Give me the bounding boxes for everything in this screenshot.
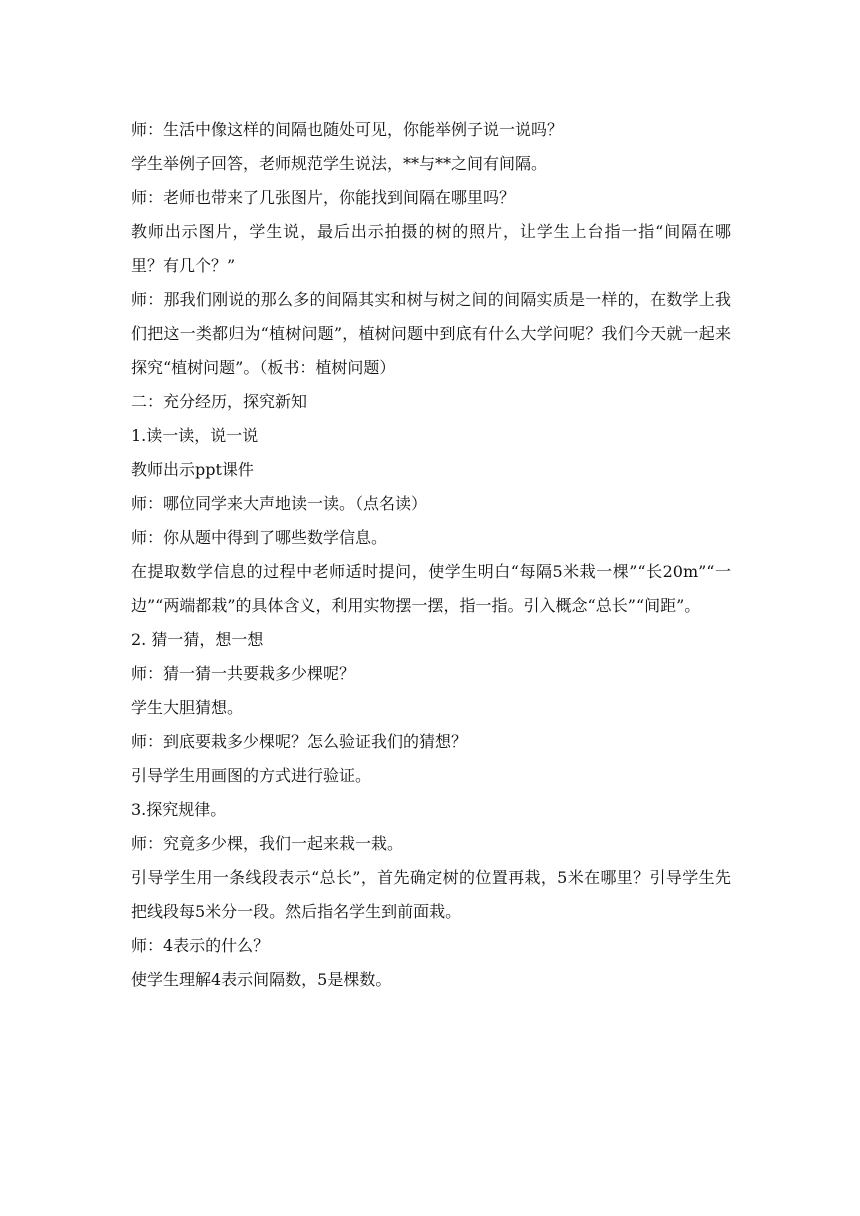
paragraph-guess-count: 师：猜一猜一共要栽多少棵呢？ bbox=[131, 664, 356, 683]
paragraph-tree-planting-problem: 师：那我们刚说的那么多的间隔其实和树与树之间的间隔实质是一样的，在数学上我们把这一类都归为“植树问题”，植树问题中到底有什么大学问呢？我们今天就一起来探究“植树问题”。（板书：植树问题） bbox=[131, 290, 731, 377]
paragraph-show-ppt: 教师出示ppt课件 bbox=[131, 460, 254, 479]
document-body bbox=[131, 113, 731, 997]
paragraph-understand-count: 使学生理解4表示间隔数，5是棵数。 bbox=[131, 970, 392, 989]
section-heading-explore: 二：充分经历，探究新知 bbox=[131, 392, 308, 411]
step-heading-explore-rule: 3.探究规律。 bbox=[131, 800, 227, 819]
paragraph-extract-info: 在提取数学信息的过程中老师适时提问，使学生明白“每隔5米栽一棵”“长20m”“一边”“两端都栽”的具体含义，利用实物摆一摆，指一指。引入概念“总长”“间距”。 bbox=[131, 562, 731, 615]
paragraph-teacher-pictures: 师：老师也带来了几张图片，你能找到间隔在哪里吗？ bbox=[131, 188, 516, 207]
paragraph-line-segment: 引导学生用一条线段表示“总长”，首先确定树的位置再栽，5米在哪里？引导学生先把线段每5米分一段。然后指名学生到前面栽。 bbox=[131, 868, 731, 921]
paragraph-bold-guess: 学生大胆猜想。 bbox=[131, 698, 244, 717]
paragraph-what-is-4: 师：4表示的什么？ bbox=[131, 936, 270, 955]
paragraph-math-info: 师：你从题中得到了哪些数学信息。 bbox=[131, 528, 388, 547]
step-heading-guess: 2. 猜一猜，想一想 bbox=[131, 630, 264, 649]
paragraph-teacher-intervals-everywhere: 师：生活中像这样的间隔也随处可见，你能举例子说一说吗？ bbox=[131, 120, 564, 139]
paragraph-read-aloud: 师：哪位同学来大声地读一读。（点名读） bbox=[131, 494, 428, 513]
paragraph-verify-guess: 师：到底要栽多少棵呢？怎么验证我们的猜想？ bbox=[131, 732, 468, 751]
step-heading-read: 1.读一读，说一说 bbox=[131, 426, 259, 445]
paragraph-student-examples: 学生举例子回答，老师规范学生说法，**与**之间有间隔。 bbox=[131, 154, 548, 173]
paragraph-tree-photo: 教师出示图片，学生说，最后出示拍摄的树的照片，让学生上台指一指“间隔在哪里？有几个？” bbox=[131, 222, 731, 275]
paragraph-draw-verify: 引导学生用画图的方式进行验证。 bbox=[131, 766, 372, 785]
paragraph-plant-together: 师：究竟多少棵，我们一起来栽一栽。 bbox=[131, 834, 404, 853]
